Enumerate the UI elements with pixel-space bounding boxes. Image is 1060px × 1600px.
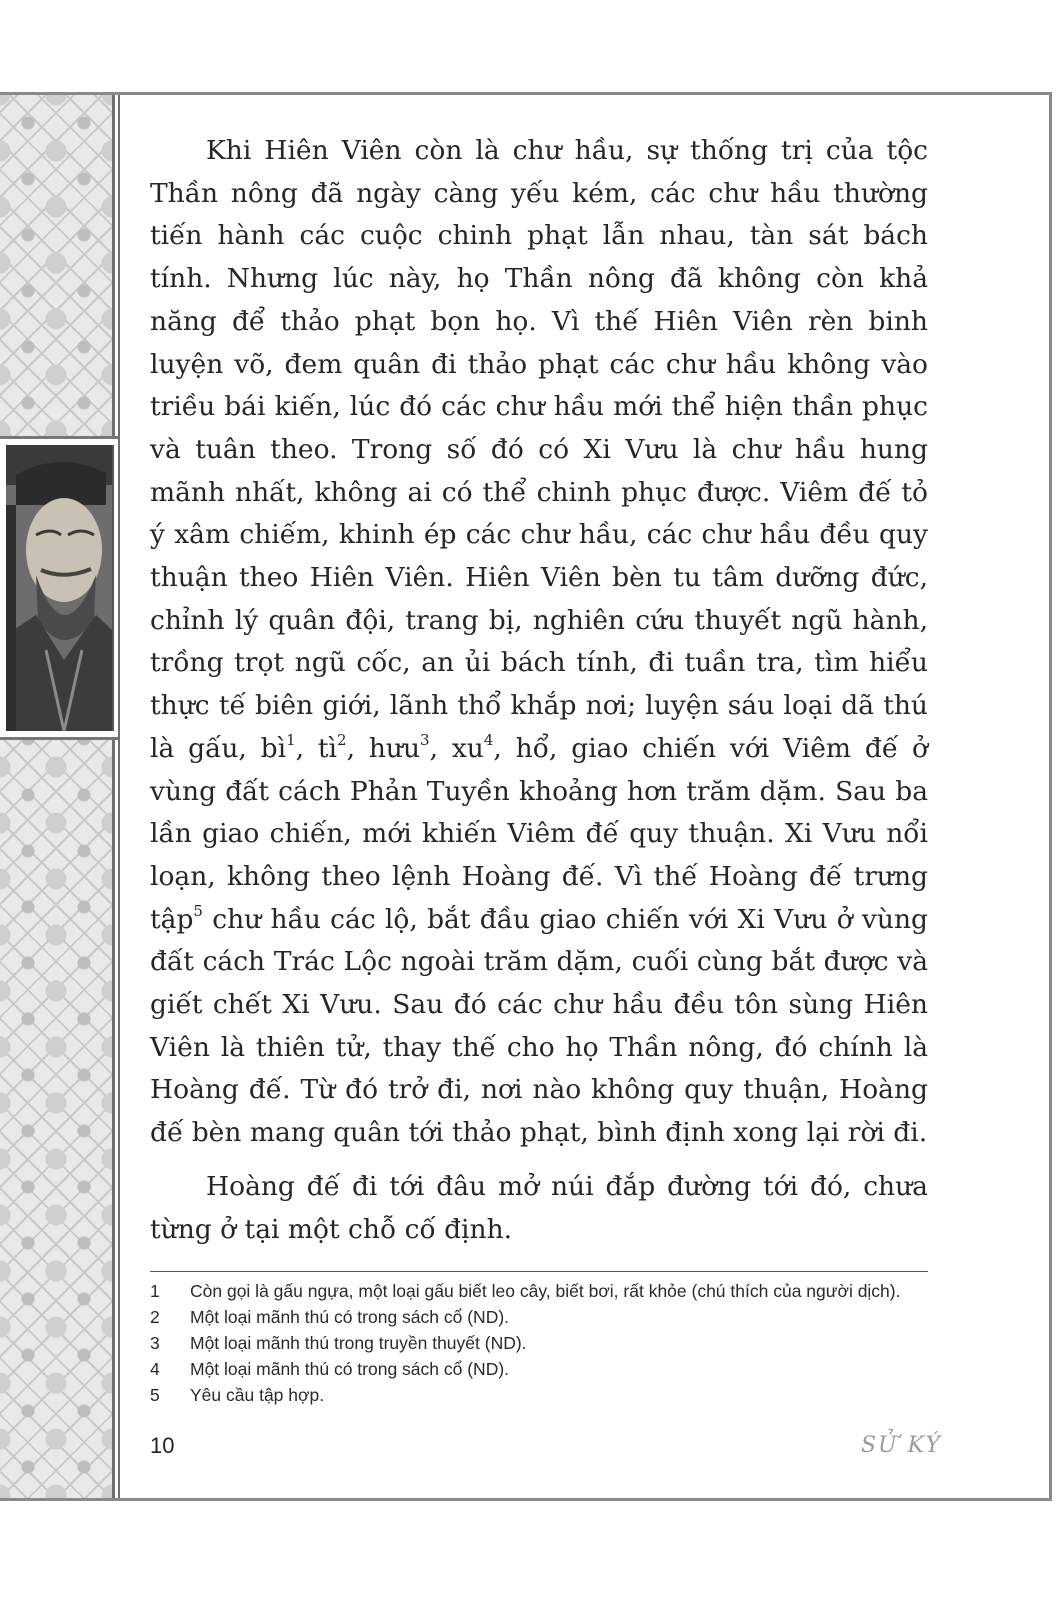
- footnotes: [150, 1278, 950, 1408]
- footnote-number: 2: [150, 1307, 160, 1327]
- running-title: SỬ KÝ: [861, 1433, 942, 1458]
- text-run: , hưu: [346, 732, 421, 764]
- bottom-rule: [0, 1498, 1052, 1501]
- footnote-item: [150, 1278, 950, 1304]
- footnote-mark: 2: [337, 731, 347, 750]
- footnote-text: Một loại mãnh thú trong truyền thuyết (ND).: [190, 1333, 527, 1353]
- text-run: chư hầu các lộ, bắt đầu giao chiến với Xi Vưu ở vùng đất cách Trác Lộc ngoài trăm dặm, cuối cùng bắt được và giết chết Xi Vưu. Sau đó các chư hầu đều tôn sùng Hiên Viên là thiên tử, thay thế cho họ Thần nông, đó chính là Hoàng đế. Từ đó trở đi, nơi nào không quy thuận, Hoàng đế bèn mang quân tới thảo phạt, bình định xong lại rời đi.: [150, 903, 928, 1149]
- main-body-text: [150, 130, 928, 1251]
- ornament-divider: [118, 95, 120, 1498]
- paragraph-1: [150, 130, 928, 1155]
- footnote-number: 5: [150, 1385, 160, 1405]
- text-run: , xu: [429, 732, 484, 764]
- footnote-text: Một loại mãnh thú có trong sách cổ (ND).: [190, 1307, 510, 1327]
- footnote-text: Yêu cầu tập hợp.: [190, 1385, 325, 1405]
- footnote-separator: [150, 1271, 928, 1272]
- page-number: 10: [150, 1433, 175, 1458]
- footnote-number: 1: [150, 1281, 160, 1301]
- text-run: , tì: [295, 732, 338, 764]
- footnote-text: Còn gọi là gấu ngựa, một loại gấu biết leo cây, biết bơi, rất khỏe (chú thích của người dịch).: [190, 1281, 901, 1301]
- footnote-mark: 5: [193, 901, 203, 920]
- ornamental-border-pattern: [0, 95, 112, 1498]
- emperor-portrait-image: [6, 445, 114, 731]
- footnote-number: 3: [150, 1333, 160, 1353]
- footnote-mark: 4: [483, 731, 494, 750]
- footnote-mark: 1: [286, 731, 296, 750]
- footnote-mark: 3: [420, 731, 430, 750]
- footnote-item: [150, 1304, 950, 1330]
- footnote-item: [150, 1356, 950, 1382]
- footnote-item: [150, 1330, 950, 1356]
- right-rule: [1049, 92, 1052, 1501]
- footnote-item: [150, 1382, 950, 1408]
- text-run: Khi Hiên Viên còn là chư hầu, sự thống trị của tộc Thần nông đã ngày càng yếu kém, các chư hầu thường tiến hành các cuộc chinh phạt lẫn nhau, tàn sát bách tính. Nhưng lúc này, họ Thần nông đã không còn khả năng để thảo phạt bọn họ. Vì thế Hiên Viên rèn binh luyện võ, đem quân đi thảo phạt các chư hầu không vào triều bái kiến, lúc đó các chư hầu mới thể hiện thần phục và tuân theo. Trong số đó có Xi Vưu là chư hầu hung mãnh nhất, không ai có thể chinh phục được. Viêm đế tỏ ý xâm chiếm, khinh ép các chư hầu, các chư hầu đều quy thuận theo Hiên Viên. Hiên Viên bèn tu tâm dưỡng đức, chỉnh lý quân đội, trang bị, nghiên cứu thuyết ngũ hành, trồng trọt ngũ cốc, an ủi bách tính, đi tuần tra, tìm hiểu thực tế biên giới, lãnh thổ khắp nơi; luyện sáu loại dã thú là gấu, bì: [150, 135, 928, 764]
- text-run: , hổ, giao chiến với Viêm đế ở vùng đất cách Phản Tuyền khoảng hơn trăm dặm. Sau ba lần giao chiến, mới khiến Viêm đế quy thuận. Xi Vưu nổi loạn, không theo lệnh Hoàng đế. Vì thế Hoàng đế trưng tập: [150, 732, 928, 935]
- portrait-frame: [0, 436, 118, 740]
- paragraph-2: Hoàng đế đi tới đâu mở núi đắp đường tới đó, chưa từng ở tại một chỗ cố định.: [150, 1170, 928, 1245]
- ornament-divider: [112, 95, 115, 1498]
- footnote-number: 4: [150, 1359, 160, 1379]
- top-rule: [0, 92, 1052, 95]
- footnote-text: Một loại mãnh thú có trong sách cổ (ND).: [190, 1359, 510, 1379]
